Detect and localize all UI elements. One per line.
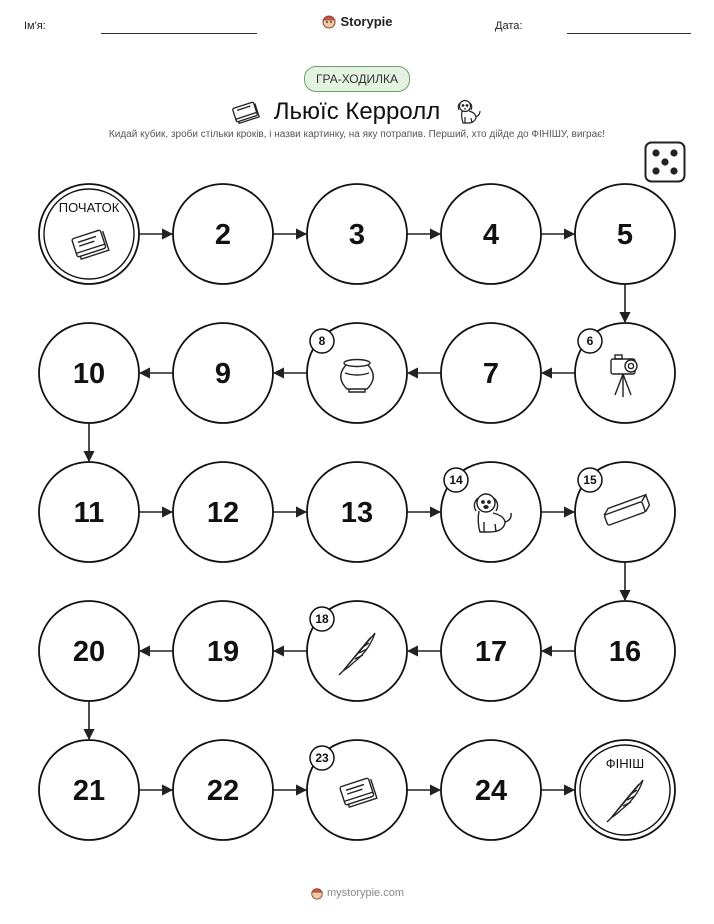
name-label: Ім'я: [24,20,46,32]
cell-number: 9 [214,358,232,390]
board-cell-8[interactable] [307,323,407,423]
cell-number: 11 [73,497,105,529]
board-cell-22[interactable] [173,740,273,840]
cell-number: 4 [482,219,500,251]
board-cell-16[interactable] [575,601,675,701]
board-cell-19[interactable] [173,601,273,701]
board-cell-12[interactable] [173,462,273,562]
board-cell-10[interactable] [39,323,139,423]
brand-name: Storypie [340,13,393,29]
cell-number: 2 [214,219,232,251]
cell-number: 21 [72,775,106,807]
board-cell-6[interactable] [575,323,675,423]
cell-circle [575,740,675,840]
cell-number: 22 [206,775,240,807]
board-cell-3[interactable] [307,184,407,284]
board-cell-4[interactable] [441,184,541,284]
board-cell-2[interactable] [173,184,273,284]
cell-number: 16 [608,636,642,668]
cell-number: 13 [340,497,374,529]
cell-number: 5 [616,219,634,251]
board-cell-20[interactable] [39,601,139,701]
start-label: ПОЧАТОК [58,200,120,215]
cell-number: 15 [583,473,597,487]
board-cell-15[interactable] [575,462,675,562]
storypie-logo-icon [310,886,324,900]
cell-number: 24 [474,775,508,807]
cell-number: 7 [482,358,500,390]
cell-number: 18 [315,612,329,626]
cell-number: 6 [586,334,594,348]
board-cell-7[interactable] [441,323,541,423]
date-label: Дата: [495,20,523,32]
board-cell-18[interactable] [307,601,407,701]
board-cell-25[interactable] [575,740,675,840]
page-title: Льюїс Керролл [273,97,441,125]
cell-number: 10 [72,358,106,390]
footer-url[interactable]: mystorypie.com [326,886,405,899]
board-cell-9[interactable] [173,323,273,423]
board-cell-5[interactable] [575,184,675,284]
board-cell-14[interactable] [441,462,541,562]
board-cell-24[interactable] [441,740,541,840]
cell-number: 14 [449,473,463,487]
board-cell-11[interactable] [39,462,139,562]
cell-number: 12 [206,497,240,529]
board-cell-1[interactable] [39,184,139,284]
footer [0,886,714,900]
cell-number: 23 [315,751,329,765]
game-type-badge: ГРА-ХОДИЛКА [304,66,410,92]
finish-label: ФІНІШ [605,756,645,771]
board-cell-13[interactable] [307,462,407,562]
instructions: Кидай кубик, зроби стільки кроків, і назви картинку, на яку потрапив. Перший, хто дійде до ФІНІШУ, виграє! [108,129,606,140]
board-cell-21[interactable] [39,740,139,840]
cell-number: 3 [348,219,366,251]
cell-number: 20 [72,636,106,668]
cell-number: 19 [206,636,240,668]
board-cell-17[interactable] [441,601,541,701]
board-cell-23[interactable] [307,740,407,840]
cell-number: 8 [318,334,326,348]
cell-number: 17 [474,636,508,668]
